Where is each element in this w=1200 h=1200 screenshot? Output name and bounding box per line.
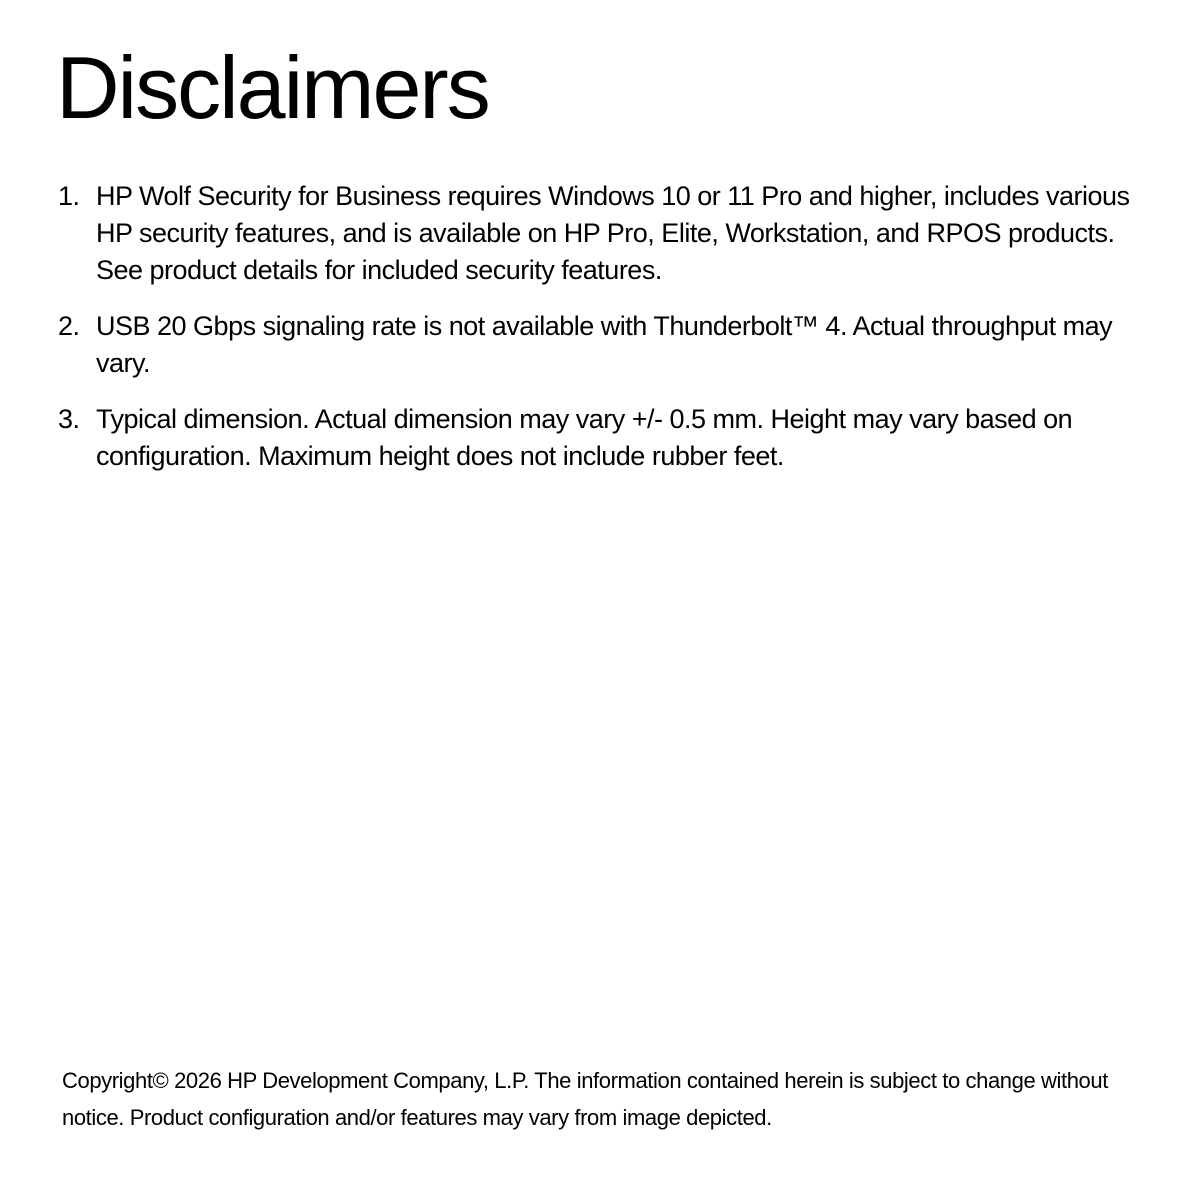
page-title: Disclaimers [56,38,489,137]
copyright-notice: Copyright© 2026 HP Development Company, L.P. The information contained herein is subject to change without notice. Product configuration and/or features may vary from image depicted. [62,1068,1108,1130]
disclaimer-number: 3. [58,404,80,434]
disclaimer-item [58,401,1138,475]
disclaimer-text: HP Wolf Security for Business requires Windows 10 or 11 Pro and higher, includes various HP security features, and is available on HP Pro, Elite, Workstation, and RPOS products. See product details for included security features. [96,181,1130,285]
disclaimer-number: 1. [58,181,80,211]
disclaimer-list [58,178,1138,494]
disclaimer-item [58,308,1138,382]
disclaimer-item [58,178,1138,289]
disclaimer-text: Typical dimension. Actual dimension may vary +/- 0.5 mm. Height may vary based on configuration. Maximum height does not include rubber feet. [96,404,1073,471]
disclaimer-number: 2. [58,311,80,341]
disclaimer-text: USB 20 Gbps signaling rate is not available with Thunderbolt™ 4. Actual throughput may vary. [96,311,1113,378]
